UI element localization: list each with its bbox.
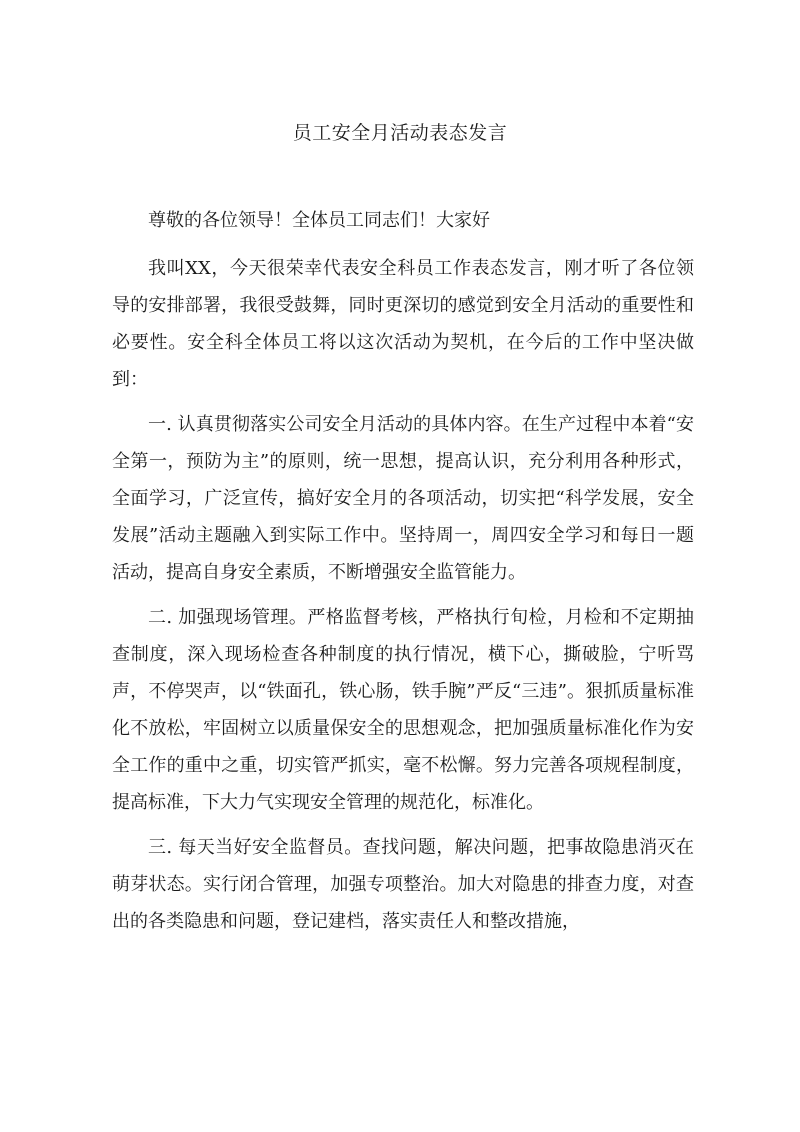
- point-one-paragraph: 一. 认真贯彻落实公司安全月活动的具体内容。在生产过程中本着“安全第一，预防为主”的原则，统一思想，提高认识，充分利用各种形式，全面学习，广泛宣传，搞好安全月的各项活动，切实把“科学发展，安全发展”活动主题融入到实际工作中。坚持周一，周四安全学习和每日一题活动，提高自身安全素质，不断增强安全监管能力。: [112, 414, 694, 583]
- document-title: 员工安全月活动表态发言: [292, 122, 508, 144]
- greeting-paragraph: 尊敬的各位领导！全体员工同志们！大家好: [148, 210, 490, 231]
- point-two-paragraph: 二. 加强现场管理。严格监督考核，严格执行旬检，月检和不定期抽查制度，深入现场检查各种制度的执行情况，横下心，撕破脸，宁听骂声，不停哭声，以“铁面孔，铁心肠，铁手腕”严反“三违”。狠抓质量标准化不放松，牢固树立以质量保安全的思想观念，把加强质量标准化作为安全工作的重中之重，切实管严抓实，毫不松懈。努力完善各项规程制度，提高标准，下大力气实现安全管理的规范化，标准化。: [112, 607, 694, 813]
- intro-paragraph: 我叫XX，今天很荣幸代表安全科员工作表态发言，刚才听了各位领导的安排部署，我很受鼓舞，同时更深切的感觉到安全月活动的重要性和必要性。安全科全体员工将以这次活动为契机，在今后的工作中坚决做到：: [112, 258, 694, 390]
- point-three-paragraph: 三. 每天当好安全监督员。查找问题，解决问题，把事故隐患消灭在萌芽状态。实行闭合管理，加强专项整治。加大对隐患的排查力度，对查出的各类隐患和问题，登记建档，落实责任人和整改措施，: [112, 837, 694, 932]
- document-body: [112, 202, 694, 940]
